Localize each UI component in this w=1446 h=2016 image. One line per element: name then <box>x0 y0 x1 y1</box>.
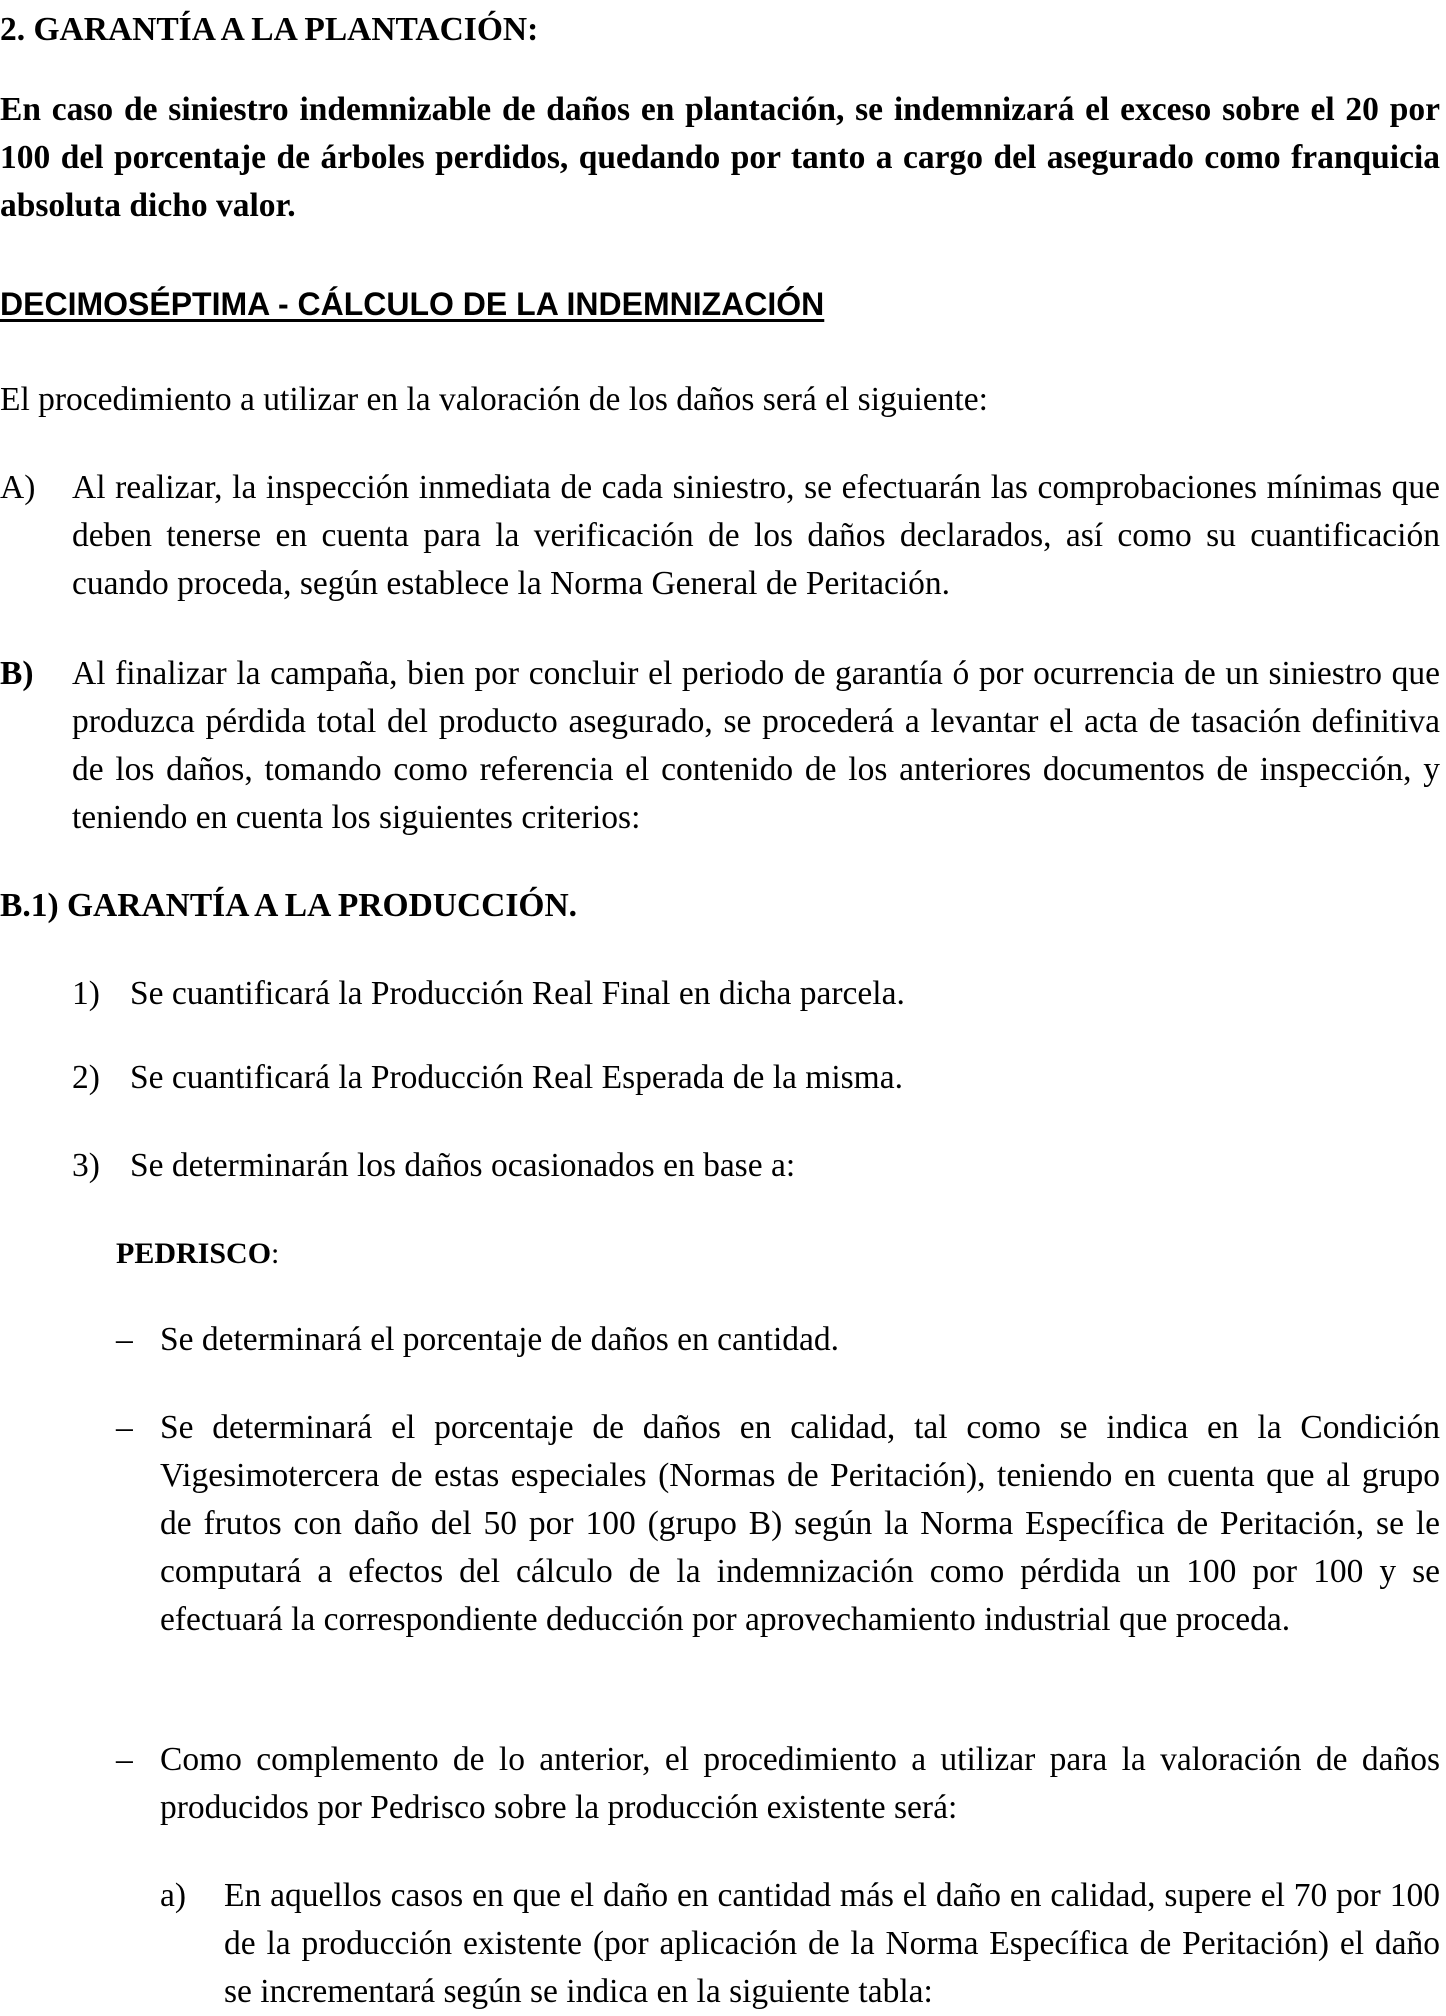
step-1 <box>72 970 1440 1018</box>
step-1-text: Se cuantificará la Producción Real Final en dicha parcela. <box>130 975 905 1012</box>
bullet-3-marker: – <box>116 1741 133 1778</box>
bullet-1 <box>116 1316 1440 1364</box>
section-2-paragraph: En caso de siniestro indemnizable de daños en plantación, se indemnizará el exceso sobre el 20 por 100 del porcentaje de árboles perdidos, quedando por tanto a cargo del asegurado como franquicia absoluta dicho valor. <box>0 91 1440 224</box>
pedrisco-colon: : <box>271 1237 280 1270</box>
section-17-heading: DECIMOSÉPTIMA - CÁLCULO DE LA INDEMNIZACIÓN <box>0 286 825 322</box>
step-2 <box>72 1054 1440 1102</box>
section-2-heading: 2. GARANTÍA A LA PLANTACIÓN: <box>0 11 539 48</box>
step-2-label: 2) <box>72 1059 100 1096</box>
sub-item-a-label: a) <box>160 1877 187 1914</box>
bullet-2-text: Se determinará el porcentaje de daños en calidad, tal como se indica en la Condición Vigesimotercera de estas especiales (Normas de Peritación), teniendo en cuenta que al grupo de frutos con daño del 50 por 100 (grupo B) según la Norma Específica de Peritación, se le computará a efectos del cálculo de la indemnización como pérdida un 100 por 100 y se efectuará la correspondiente deducción por aprovechamiento industrial que proceda. <box>160 1409 1440 1638</box>
bullet-2-marker: – <box>116 1409 133 1446</box>
pedrisco-word: PEDRISCO <box>116 1237 272 1270</box>
bullet-1-marker: – <box>116 1321 133 1358</box>
item-b-text: Al finalizar la campaña, bien por concluir el periodo de garantía ó por ocurrencia de un siniestro que produzca pérdida total del producto asegurado, se procederá a levantar el acta de tasación definitiva de los daños, tomando como referencia el contenido de los anteriores documentos de inspección, y teniendo en cuenta los siguientes criterios: <box>72 655 1440 836</box>
sub-item-a <box>160 1872 1440 2016</box>
item-a <box>0 464 1440 608</box>
item-a-text: Al realizar, la inspección inmediata de cada siniestro, se efectuarán las comprobaciones mínimas que deben tenerse en cuenta para la verificación de los daños declarados, así como su cuantificación cuando proceda, según establece la Norma General de Peritación. <box>72 469 1440 602</box>
step-3-text: Se determinarán los daños ocasionados en base a: <box>130 1147 796 1184</box>
step-3-label: 3) <box>72 1147 100 1184</box>
bullet-2 <box>116 1404 1440 1644</box>
section-17-intro: El procedimiento a utilizar en la valoración de los daños será el siguiente: <box>0 381 988 418</box>
step-1-label: 1) <box>72 975 100 1012</box>
step-3 <box>72 1142 1440 1190</box>
item-b-label: B) <box>0 655 34 692</box>
item-a-label: A) <box>0 469 36 506</box>
bullet-3-text: Como complemento de lo anterior, el procedimiento a utilizar para la valoración de daños producidos por Pedrisco sobre la producción existente será: <box>160 1741 1440 1826</box>
pedrisco-label <box>116 1230 279 1278</box>
item-b <box>0 650 1440 842</box>
bullet-1-text: Se determinará el porcentaje de daños en cantidad. <box>160 1321 839 1358</box>
b1-heading: B.1) GARANTÍA A LA PRODUCCIÓN. <box>0 887 578 924</box>
bullet-3 <box>116 1736 1440 1832</box>
step-2-text: Se cuantificará la Producción Real Esperada de la misma. <box>130 1059 903 1096</box>
sub-item-a-text: En aquellos casos en que el daño en cantidad más el daño en calidad, supere el 70 por 100 de la producción existente (por aplicación de la Norma Específica de Peritación) el daño se incrementará según se indica en la siguiente tabla: <box>224 1877 1440 2010</box>
